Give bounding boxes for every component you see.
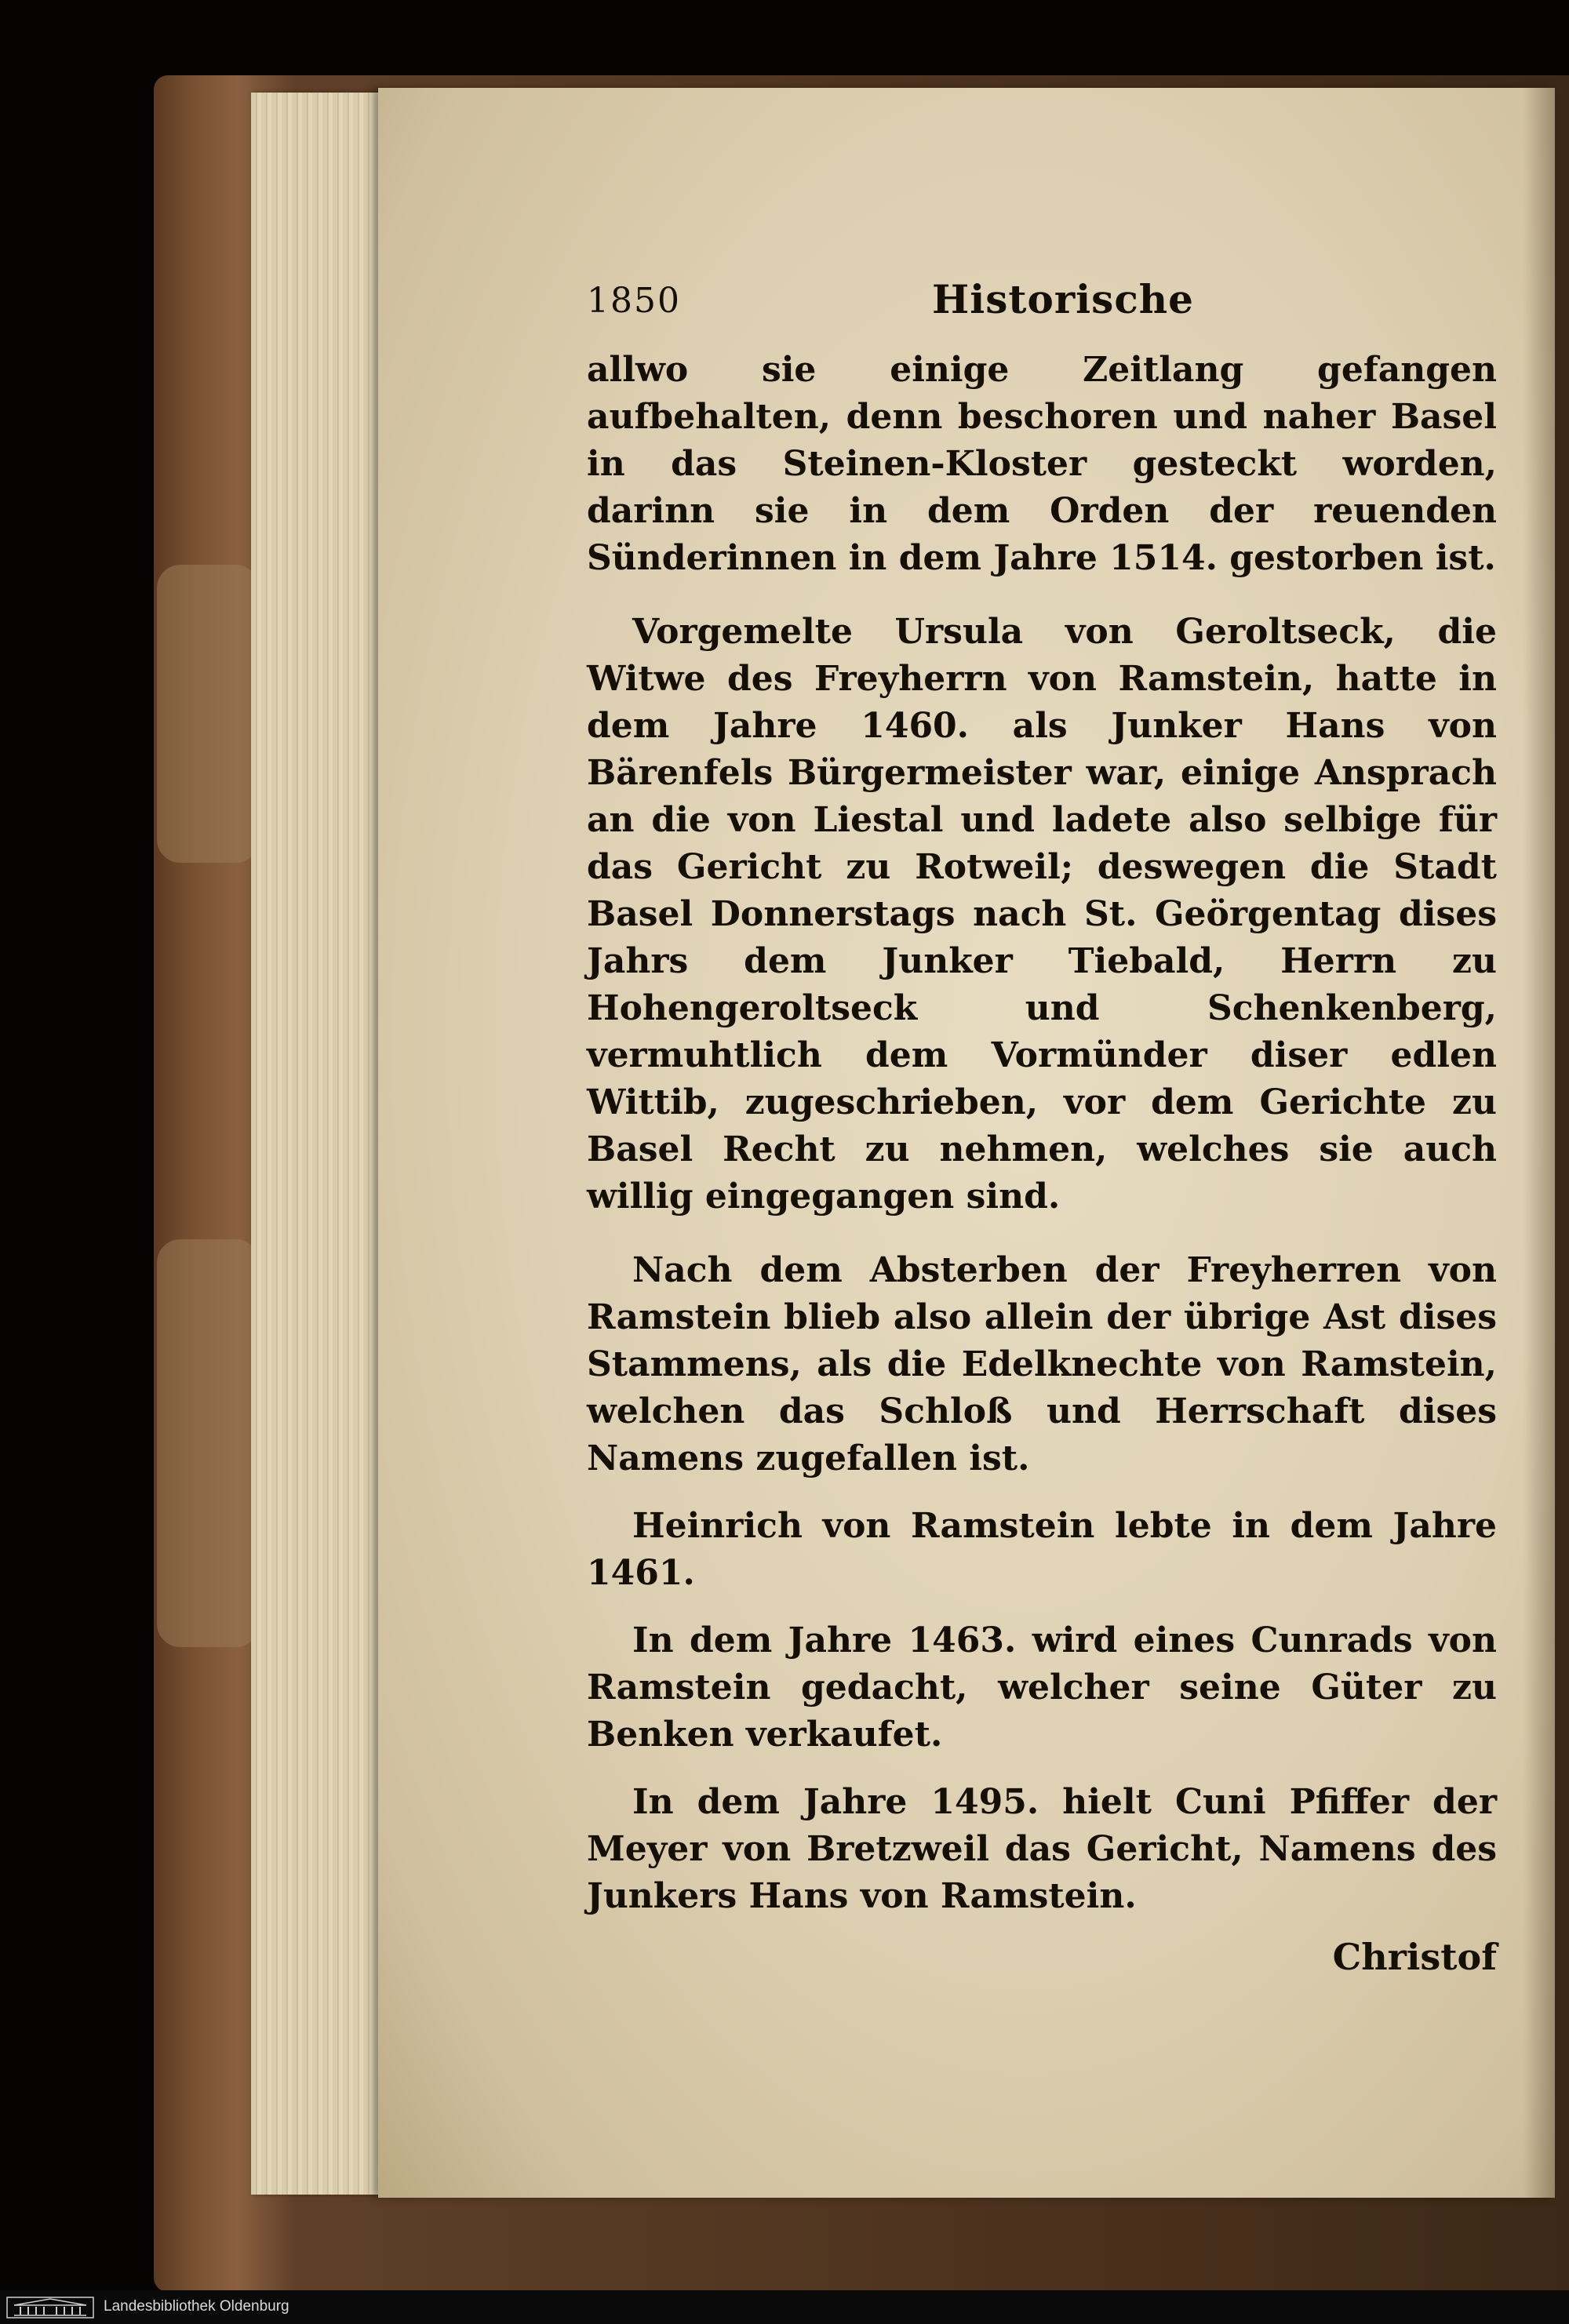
catchword: Christof: [1332, 1936, 1497, 1978]
running-head: Historische: [932, 276, 1194, 322]
cover-wear-mark: [157, 565, 259, 863]
page-text: [587, 276, 1497, 1978]
paragraph: Heinrich von Ramstein lebte in dem Jahre 1461.: [587, 1506, 1497, 1593]
library-name: Landesbibliothek Oldenburg: [104, 2298, 289, 2315]
paragraph: Vorgemelte Ursula von Geroltseck, die Witwe des Freyherrn von Ramstein, hatte in dem Jahre 1460. als Junker Hans von Bärenfels Bürgermeister war, einige Ansprach an die von Liestal und ladete also selbige für das Gericht zu Rotweil; deswegen die Stadt Basel Donnerstags nach St. Geörgentag dises Jahrs dem Junker Tiebald, Herrn zu Hohengeroltseck und Schenkenberg, vermuhtlich dem Vormünder diser edlen Wittib, zugeschrieben, vor dem Gerichte zu Basel Recht zu nehmen, welches sie auch willig eingegangen sind.: [587, 612, 1497, 1217]
paragraph: In dem Jahre 1463. wird eines Cunrads von Ramstein gedacht, welcher seine Güter zu Benken verkaufet.: [587, 1620, 1497, 1755]
page-header: [587, 276, 1497, 336]
paragraph: Nach dem Absterben der Freyherren von Ramstein blieb also allein der übrige Ast dises Stammens, als die Edelknechte von Ramstein, welchen das Schloß und Herrschaft dises Namens zugefallen ist.: [587, 1250, 1497, 1478]
page-number: 1850: [587, 281, 681, 321]
library-building-icon: [6, 2297, 94, 2319]
paragraph: In dem Jahre 1495. hielt Cuni Pfiffer der Meyer von Bretzweil das Gericht, Namens des Junkers Hans von Ramstein.: [587, 1782, 1497, 1916]
cover-wear-mark: [157, 1239, 259, 1647]
paragraph: allwo sie einige Zeitlang gefangen aufbehalten, denn beschoren und naher Basel in das Steinen-Kloster gesteckt worden, darinn sie in dem Orden der reuenden Sünderinnen in dem Jahre 1514. gestorben ist.: [587, 350, 1497, 578]
footer-bar: [0, 2290, 1569, 2324]
